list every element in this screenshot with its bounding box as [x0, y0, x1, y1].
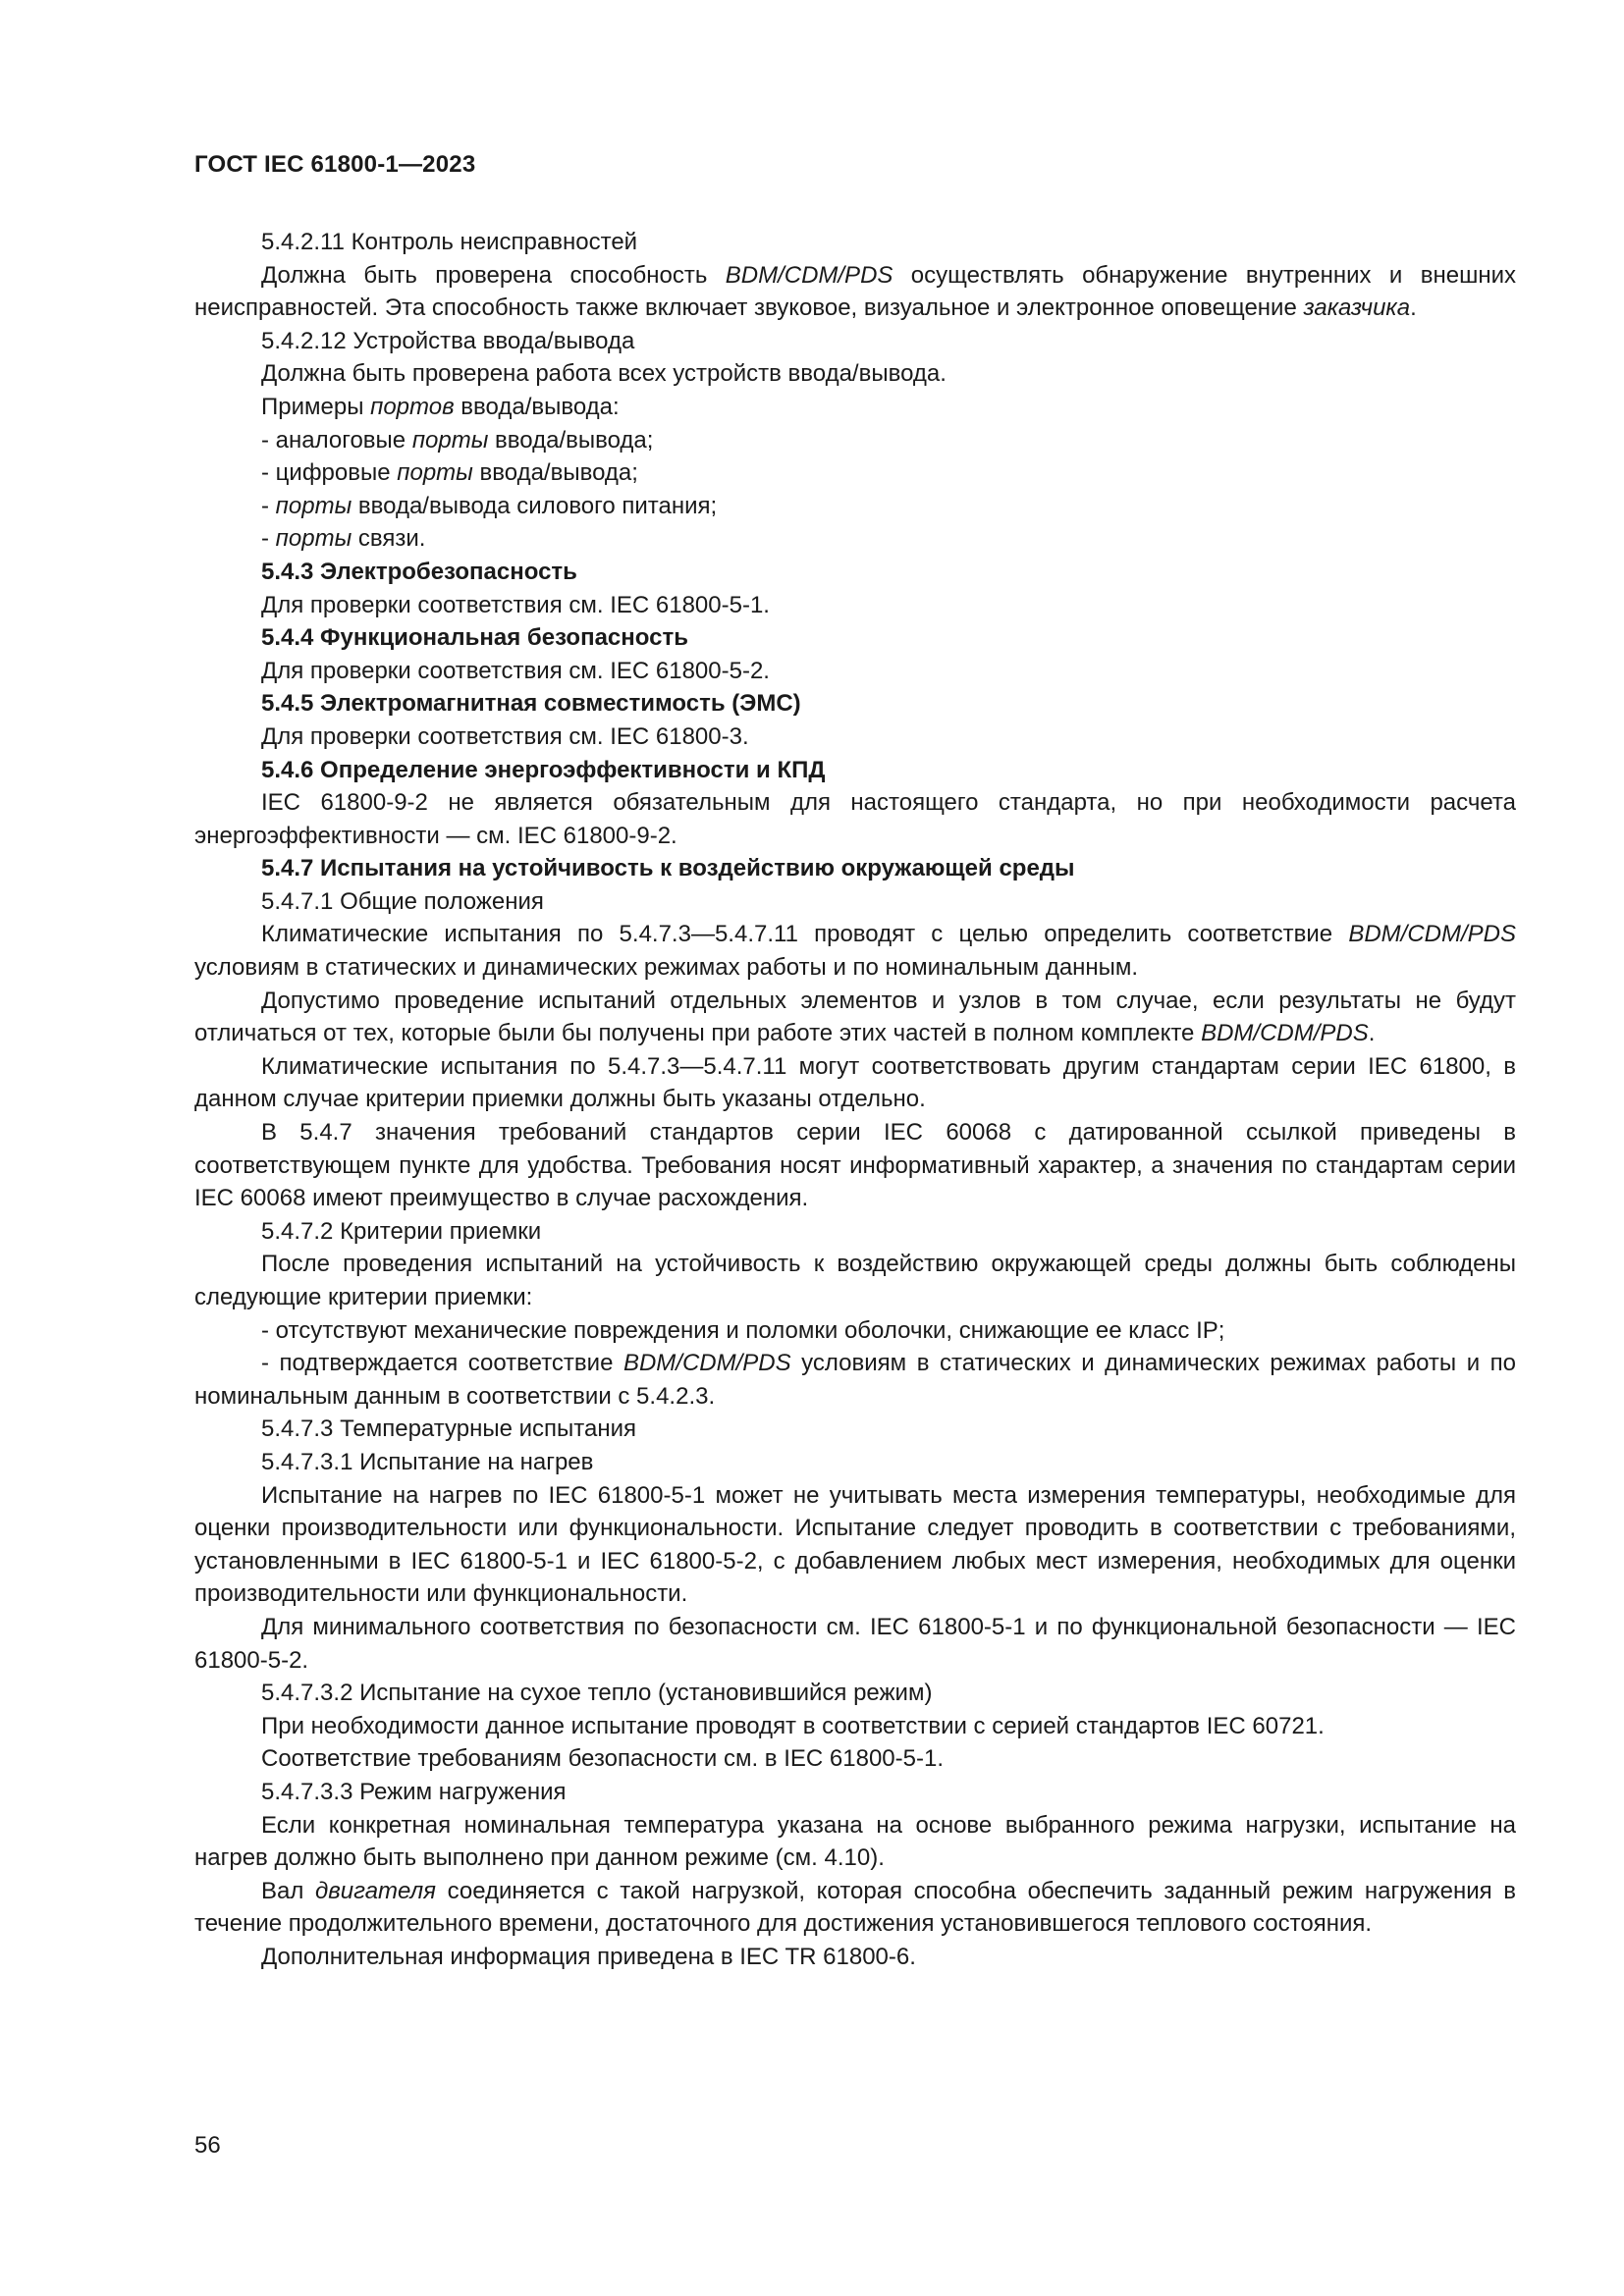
paragraph — [194, 918, 1516, 984]
document-body — [194, 226, 1516, 1973]
paragraph — [194, 490, 1516, 523]
paragraph — [194, 1611, 1516, 1677]
text-run: 5.4.7.3.1 Испытание на нагрев — [261, 1448, 594, 1475]
paragraph — [194, 1677, 1516, 1710]
text-run: Вал — [261, 1877, 315, 1904]
section-heading — [194, 556, 1516, 589]
paragraph — [194, 985, 1516, 1050]
text-run: ввода/вывода силового питания; — [352, 492, 718, 519]
section-heading — [194, 687, 1516, 721]
text-run: осуществлять обнаружение внутренних и внешних неисправностей. Эта способность также включает звуковое, визуальное и электронное оповещение — [194, 261, 1516, 322]
paragraph — [194, 1809, 1516, 1875]
italic-term: портов — [370, 393, 455, 420]
text-run: 5.4.4 Функциональная безопасность — [261, 624, 688, 652]
text-run: 5.4.6 Определение энергоэффективности и КПД — [261, 756, 826, 783]
text-run: Примеры — [261, 393, 371, 420]
paragraph — [194, 1116, 1516, 1215]
text-run: IEC 61800-9-2 не является обязательным для настоящего стандарта, но при необходимости расчета энергоэффективности — см. IEC 61800-9-2. — [194, 789, 1516, 849]
paragraph — [194, 1479, 1516, 1611]
paragraph — [194, 1776, 1516, 1809]
paragraph — [194, 1875, 1516, 1941]
text-run: Должна быть проверена работа всех устройств ввода/вывода. — [261, 360, 947, 388]
text-run: . — [1410, 294, 1417, 322]
paragraph — [194, 1941, 1516, 1974]
paragraph — [194, 1248, 1516, 1313]
section-heading — [194, 754, 1516, 787]
italic-term: BDM/CDM/PDS — [623, 1350, 791, 1377]
italic-term: двигателя — [315, 1877, 436, 1904]
paragraph — [194, 226, 1516, 259]
italic-term: заказчика — [1303, 294, 1411, 322]
italic-term: порты — [275, 525, 352, 553]
paragraph — [194, 522, 1516, 556]
text-run: 5.4.5 Электромагнитная совместимость (ЭМС) — [261, 690, 801, 718]
text-run: 5.4.7 Испытания на устойчивость к воздействию окружающей среды — [261, 855, 1075, 882]
text-run: При необходимости данное испытание проводят в соответствии с серией стандартов IEC 60721. — [261, 1712, 1325, 1739]
paragraph — [194, 1215, 1516, 1249]
text-run: В 5.4.7 значения требований стандартов серии IEC 60068 с датированной ссылкой приведены в соответствующем пункте для удобства. Требования носят информативный характер, а значения по стандартам серии IEC 60068 имеют преимущество в случае расхождения. — [194, 1119, 1516, 1212]
text-run: - — [261, 492, 276, 519]
text-run: - подтверждается соответствие — [261, 1350, 623, 1377]
text-run: Климатические испытания по 5.4.7.3—5.4.7.11 проводят с целью определить соответствие — [261, 921, 1349, 948]
text-run: ввода/вывода; — [472, 459, 638, 487]
paragraph — [194, 259, 1516, 325]
italic-term: BDM/CDM/PDS — [1201, 1020, 1369, 1047]
text-run: ввода/вывода; — [488, 426, 654, 454]
text-run: После проведения испытаний на устойчивость к воздействию окружающей среды должны быть соблюдены следующие критерии приемки: — [194, 1251, 1516, 1310]
text-run: . — [1368, 1020, 1376, 1047]
text-run: 5.4.2.11 Контроль неисправностей — [261, 229, 638, 255]
text-run: - цифровые — [261, 459, 398, 487]
text-run: 5.4.7.3.3 Режим нагружения — [261, 1778, 567, 1805]
text-run: 5.4.3 Электробезопасность — [261, 558, 577, 585]
text-run: Соответствие требованиям безопасности см. в IEC 61800-5-1. — [261, 1745, 944, 1773]
text-run: - аналоговые — [261, 426, 412, 454]
paragraph — [194, 1446, 1516, 1479]
italic-term: BDM/CDM/PDS — [1348, 921, 1516, 948]
paragraph — [194, 357, 1516, 391]
text-run: 5.4.7.3 Температурные испытания — [261, 1415, 636, 1443]
text-run: Для минимального соответствия по безопасности см. IEC 61800-5-1 и по функциональной безопасности — IEC 61800-5-2. — [194, 1613, 1516, 1674]
text-run: Испытание на нагрев по IEC 61800-5-1 может не учитывать места измерения температуры, необходимые для оценки производительности или функциональности. Испытание следует проводить в соответствии с требованиями, установленными в IEC 61800-5-1 и IEC 61800-5-2, с добавлением любых мест измерения, необходимых для оценки производительности или функциональности. — [194, 1481, 1516, 1608]
text-run: ввода/вывода: — [454, 393, 620, 420]
text-run: 5.4.7.3.2 Испытание на сухое тепло (установившийся режим) — [261, 1680, 933, 1707]
paragraph — [194, 721, 1516, 754]
document-header: ГОСТ IEC 61800-1—2023 — [194, 151, 476, 178]
text-run: 5.4.2.12 Устройства ввода/вывода — [261, 327, 635, 354]
section-heading — [194, 621, 1516, 655]
text-run: Если конкретная номинальная температура указана на основе выбранного режима нагрузки, испытание на нагрев должно быть выполнено при данном режиме (см. 4.10). — [194, 1811, 1516, 1872]
paragraph — [194, 786, 1516, 852]
italic-term: порты — [275, 492, 352, 519]
paragraph — [194, 424, 1516, 457]
paragraph — [194, 1050, 1516, 1116]
paragraph — [194, 1314, 1516, 1348]
text-run: 5.4.7.2 Критерии приемки — [261, 1217, 542, 1245]
text-run: связи. — [352, 525, 426, 553]
text-run: Для проверки соответствия см. IEC 61800-5-2. — [261, 657, 770, 684]
text-run: Для проверки соответствия см. IEC 61800-5-1. — [261, 591, 770, 618]
paragraph — [194, 456, 1516, 490]
paragraph — [194, 885, 1516, 919]
paragraph — [194, 391, 1516, 424]
text-run: условиям в статических и динамических режимах работы и по номинальным данным в соответствии с 5.4.2.3. — [194, 1350, 1516, 1410]
paragraph — [194, 655, 1516, 688]
text-run: условиям в статических и динамических режимах работы и по номинальным данным. — [194, 954, 1139, 982]
italic-term: порты — [397, 459, 473, 487]
text-run: Допустимо проведение испытаний отдельных элементов и узлов в том случае, если результаты не будут отличаться от тех, которые были бы получены при работе этих частей в полном комплекте — [194, 987, 1516, 1047]
text-run: Дополнительная информация приведена в IEC TR 61800-6. — [261, 1943, 916, 1970]
text-run: - — [261, 525, 276, 553]
paragraph — [194, 1742, 1516, 1776]
page-number: 56 — [194, 2132, 221, 2159]
text-run: Для проверки соответствия см. IEC 61800-3. — [261, 722, 749, 750]
paragraph — [194, 325, 1516, 358]
text-run: 5.4.7.1 Общие положения — [261, 887, 544, 915]
text-run: Должна быть проверена способность — [261, 261, 726, 289]
paragraph — [194, 1710, 1516, 1743]
italic-term: порты — [411, 426, 489, 454]
text-run: Климатические испытания по 5.4.7.3—5.4.7.11 могут соответствовать другим стандартам серии IEC 61800, в данном случае критерии приемки должны быть указаны отдельно. — [194, 1052, 1516, 1113]
section-heading — [194, 852, 1516, 885]
paragraph — [194, 1347, 1516, 1413]
text-run: - отсутствуют механические повреждения и поломки оболочки, снижающие ее класс IP; — [261, 1316, 1225, 1344]
paragraph — [194, 1413, 1516, 1446]
italic-term: BDM/CDM/PDS — [725, 261, 893, 289]
text-run: соединяется с такой нагрузкой, которая способна обеспечить заданный режим нагружения в течение продолжительного времени, достаточного для достижения установившегося теплового состояния. — [194, 1877, 1516, 1938]
paragraph — [194, 589, 1516, 622]
